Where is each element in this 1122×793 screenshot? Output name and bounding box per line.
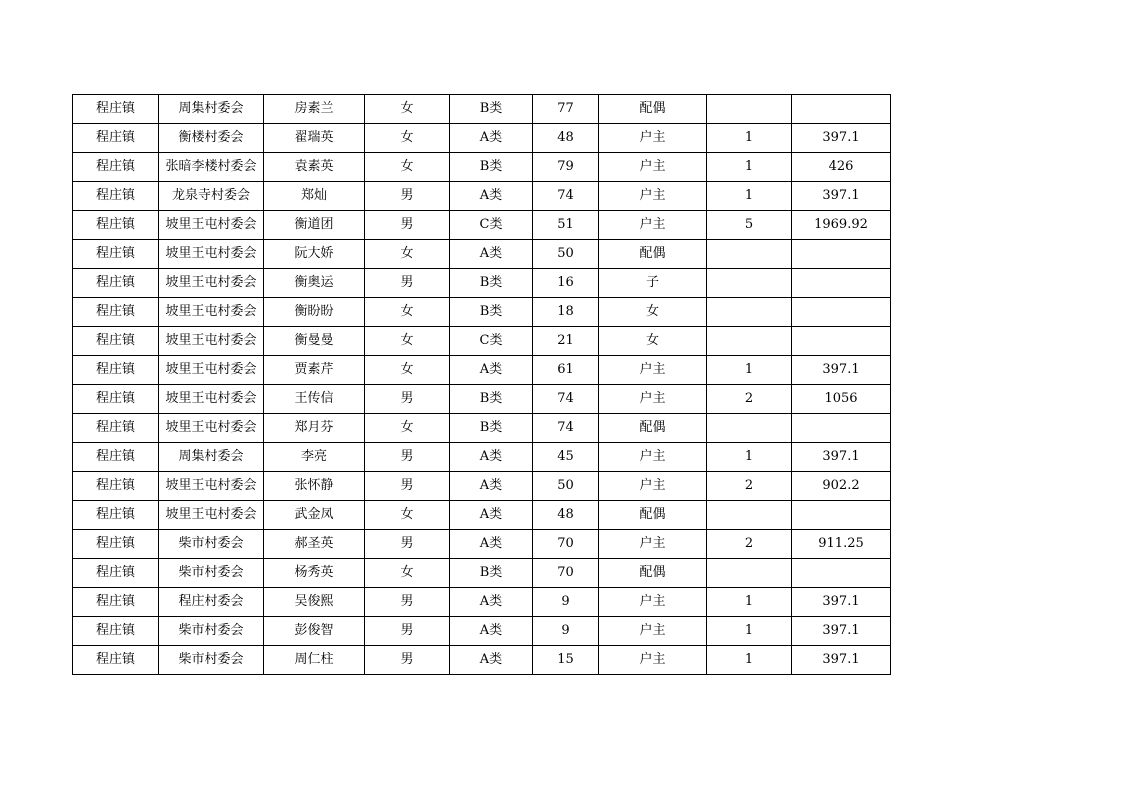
relation-cell: 户主: [599, 443, 707, 472]
category-cell: C类: [450, 211, 533, 240]
age-cell: 9: [533, 617, 599, 646]
relation-cell: 户主: [599, 530, 707, 559]
relation-cell: 配偶: [599, 414, 707, 443]
age-cell: 79: [533, 153, 599, 182]
category-cell: B类: [450, 414, 533, 443]
age-cell: 21: [533, 327, 599, 356]
age-cell: 48: [533, 501, 599, 530]
town-cell: 程庄镇: [73, 298, 159, 327]
village-cell: 坡里王屯村委会: [159, 269, 264, 298]
table-row: [73, 269, 891, 298]
household-count-cell: 1: [707, 646, 792, 675]
gender-cell: 男: [365, 646, 450, 675]
table-row: [73, 588, 891, 617]
amount-cell: [792, 414, 891, 443]
town-cell: 程庄镇: [73, 211, 159, 240]
category-cell: C类: [450, 327, 533, 356]
town-cell: 程庄镇: [73, 501, 159, 530]
gender-cell: 女: [365, 356, 450, 385]
name-cell: 衡奥运: [264, 269, 365, 298]
relation-cell: 户主: [599, 356, 707, 385]
household-count-cell: [707, 298, 792, 327]
amount-cell: 397.1: [792, 182, 891, 211]
category-cell: B类: [450, 269, 533, 298]
age-cell: 9: [533, 588, 599, 617]
name-cell: 衡道团: [264, 211, 365, 240]
age-cell: 74: [533, 385, 599, 414]
age-cell: 50: [533, 472, 599, 501]
amount-cell: 1056: [792, 385, 891, 414]
category-cell: A类: [450, 356, 533, 385]
village-cell: 柴市村委会: [159, 559, 264, 588]
town-cell: 程庄镇: [73, 414, 159, 443]
gender-cell: 女: [365, 240, 450, 269]
name-cell: 杨秀英: [264, 559, 365, 588]
name-cell: 衡盼盼: [264, 298, 365, 327]
household-count-cell: [707, 327, 792, 356]
amount-cell: [792, 95, 891, 124]
relation-cell: 户主: [599, 617, 707, 646]
category-cell: B类: [450, 559, 533, 588]
town-cell: 程庄镇: [73, 646, 159, 675]
village-cell: 坡里王屯村委会: [159, 211, 264, 240]
village-cell: 周集村委会: [159, 443, 264, 472]
name-cell: 郝圣英: [264, 530, 365, 559]
category-cell: B类: [450, 385, 533, 414]
category-cell: A类: [450, 472, 533, 501]
table-row: [73, 646, 891, 675]
name-cell: 彭俊智: [264, 617, 365, 646]
town-cell: 程庄镇: [73, 95, 159, 124]
name-cell: 李亮: [264, 443, 365, 472]
household-count-cell: 1: [707, 182, 792, 211]
household-count-cell: 5: [707, 211, 792, 240]
village-cell: 坡里王屯村委会: [159, 472, 264, 501]
amount-cell: 397.1: [792, 617, 891, 646]
age-cell: 70: [533, 530, 599, 559]
household-count-cell: 1: [707, 617, 792, 646]
age-cell: 74: [533, 182, 599, 211]
gender-cell: 女: [365, 327, 450, 356]
category-cell: A类: [450, 530, 533, 559]
name-cell: 阮大娇: [264, 240, 365, 269]
age-cell: 48: [533, 124, 599, 153]
village-cell: 坡里王屯村委会: [159, 501, 264, 530]
table-body: [73, 95, 891, 675]
village-cell: 柴市村委会: [159, 617, 264, 646]
gender-cell: 男: [365, 472, 450, 501]
household-count-cell: 2: [707, 472, 792, 501]
gender-cell: 男: [365, 211, 450, 240]
village-cell: 坡里王屯村委会: [159, 385, 264, 414]
table-row: [73, 530, 891, 559]
name-cell: 袁素英: [264, 153, 365, 182]
gender-cell: 女: [365, 124, 450, 153]
relation-cell: 户主: [599, 385, 707, 414]
table-row: [73, 327, 891, 356]
name-cell: 王传信: [264, 385, 365, 414]
household-count-cell: 1: [707, 356, 792, 385]
table-row: [73, 385, 891, 414]
table-row: [73, 182, 891, 211]
amount-cell: [792, 298, 891, 327]
table-row: [73, 356, 891, 385]
gender-cell: 女: [365, 95, 450, 124]
village-cell: 张暗李楼村委会: [159, 153, 264, 182]
amount-cell: 397.1: [792, 646, 891, 675]
name-cell: 衡曼曼: [264, 327, 365, 356]
amount-cell: 902.2: [792, 472, 891, 501]
village-cell: 程庄村委会: [159, 588, 264, 617]
name-cell: 郑灿: [264, 182, 365, 211]
gender-cell: 女: [365, 501, 450, 530]
amount-cell: [792, 559, 891, 588]
amount-cell: 397.1: [792, 588, 891, 617]
household-count-cell: 2: [707, 530, 792, 559]
name-cell: 武金凤: [264, 501, 365, 530]
data-table: [72, 94, 891, 675]
name-cell: 郑月芬: [264, 414, 365, 443]
amount-cell: 1969.92: [792, 211, 891, 240]
village-cell: 坡里王屯村委会: [159, 327, 264, 356]
town-cell: 程庄镇: [73, 182, 159, 211]
amount-cell: 397.1: [792, 356, 891, 385]
town-cell: 程庄镇: [73, 443, 159, 472]
relation-cell: 户主: [599, 153, 707, 182]
table-row: [73, 211, 891, 240]
gender-cell: 女: [365, 414, 450, 443]
category-cell: A类: [450, 588, 533, 617]
town-cell: 程庄镇: [73, 559, 159, 588]
table-row: [73, 443, 891, 472]
category-cell: A类: [450, 501, 533, 530]
table-row: [73, 472, 891, 501]
table-row: [73, 124, 891, 153]
age-cell: 18: [533, 298, 599, 327]
table-row: [73, 501, 891, 530]
age-cell: 50: [533, 240, 599, 269]
relation-cell: 户主: [599, 182, 707, 211]
household-count-cell: [707, 240, 792, 269]
table-row: [73, 153, 891, 182]
name-cell: 翟瑞英: [264, 124, 365, 153]
amount-cell: 426: [792, 153, 891, 182]
age-cell: 51: [533, 211, 599, 240]
village-cell: 龙泉寺村委会: [159, 182, 264, 211]
category-cell: A类: [450, 124, 533, 153]
age-cell: 16: [533, 269, 599, 298]
gender-cell: 男: [365, 443, 450, 472]
gender-cell: 女: [365, 559, 450, 588]
gender-cell: 男: [365, 182, 450, 211]
age-cell: 77: [533, 95, 599, 124]
gender-cell: 女: [365, 153, 450, 182]
amount-cell: [792, 240, 891, 269]
village-cell: 坡里王屯村委会: [159, 414, 264, 443]
amount-cell: [792, 501, 891, 530]
gender-cell: 男: [365, 269, 450, 298]
relation-cell: 户主: [599, 472, 707, 501]
relation-cell: 户主: [599, 211, 707, 240]
age-cell: 74: [533, 414, 599, 443]
town-cell: 程庄镇: [73, 472, 159, 501]
table-row: [73, 240, 891, 269]
town-cell: 程庄镇: [73, 124, 159, 153]
village-cell: 坡里王屯村委会: [159, 240, 264, 269]
relation-cell: 配偶: [599, 501, 707, 530]
gender-cell: 男: [365, 385, 450, 414]
town-cell: 程庄镇: [73, 269, 159, 298]
relation-cell: 配偶: [599, 240, 707, 269]
household-count-cell: 2: [707, 385, 792, 414]
household-count-cell: [707, 414, 792, 443]
amount-cell: 397.1: [792, 443, 891, 472]
table-row: [73, 617, 891, 646]
town-cell: 程庄镇: [73, 588, 159, 617]
town-cell: 程庄镇: [73, 240, 159, 269]
household-count-cell: [707, 269, 792, 298]
gender-cell: 女: [365, 298, 450, 327]
relation-cell: 女: [599, 327, 707, 356]
age-cell: 61: [533, 356, 599, 385]
name-cell: 吴俊熙: [264, 588, 365, 617]
age-cell: 45: [533, 443, 599, 472]
category-cell: A类: [450, 240, 533, 269]
village-cell: 柴市村委会: [159, 530, 264, 559]
household-count-cell: 1: [707, 588, 792, 617]
category-cell: A类: [450, 617, 533, 646]
amount-cell: 911.25: [792, 530, 891, 559]
age-cell: 70: [533, 559, 599, 588]
name-cell: 房素兰: [264, 95, 365, 124]
town-cell: 程庄镇: [73, 617, 159, 646]
village-cell: 柴市村委会: [159, 646, 264, 675]
category-cell: A类: [450, 646, 533, 675]
gender-cell: 男: [365, 588, 450, 617]
village-cell: 周集村委会: [159, 95, 264, 124]
age-cell: 15: [533, 646, 599, 675]
town-cell: 程庄镇: [73, 153, 159, 182]
relation-cell: 配偶: [599, 95, 707, 124]
category-cell: B类: [450, 95, 533, 124]
household-count-cell: [707, 559, 792, 588]
table-row: [73, 95, 891, 124]
amount-cell: 397.1: [792, 124, 891, 153]
name-cell: 贾素芹: [264, 356, 365, 385]
table-row: [73, 298, 891, 327]
household-count-cell: [707, 95, 792, 124]
category-cell: B类: [450, 298, 533, 327]
village-cell: 坡里王屯村委会: [159, 356, 264, 385]
household-count-cell: 1: [707, 443, 792, 472]
amount-cell: [792, 269, 891, 298]
relation-cell: 子: [599, 269, 707, 298]
town-cell: 程庄镇: [73, 327, 159, 356]
town-cell: 程庄镇: [73, 530, 159, 559]
household-count-cell: [707, 501, 792, 530]
name-cell: 周仁柱: [264, 646, 365, 675]
village-cell: 衡楼村委会: [159, 124, 264, 153]
category-cell: A类: [450, 182, 533, 211]
relation-cell: 女: [599, 298, 707, 327]
village-cell: 坡里王屯村委会: [159, 298, 264, 327]
gender-cell: 男: [365, 530, 450, 559]
relation-cell: 户主: [599, 646, 707, 675]
town-cell: 程庄镇: [73, 356, 159, 385]
household-count-cell: 1: [707, 124, 792, 153]
town-cell: 程庄镇: [73, 385, 159, 414]
relation-cell: 配偶: [599, 559, 707, 588]
name-cell: 张怀静: [264, 472, 365, 501]
category-cell: B类: [450, 153, 533, 182]
category-cell: A类: [450, 443, 533, 472]
gender-cell: 男: [365, 617, 450, 646]
amount-cell: [792, 327, 891, 356]
relation-cell: 户主: [599, 124, 707, 153]
table-row: [73, 559, 891, 588]
household-count-cell: 1: [707, 153, 792, 182]
relation-cell: 户主: [599, 588, 707, 617]
table-row: [73, 414, 891, 443]
